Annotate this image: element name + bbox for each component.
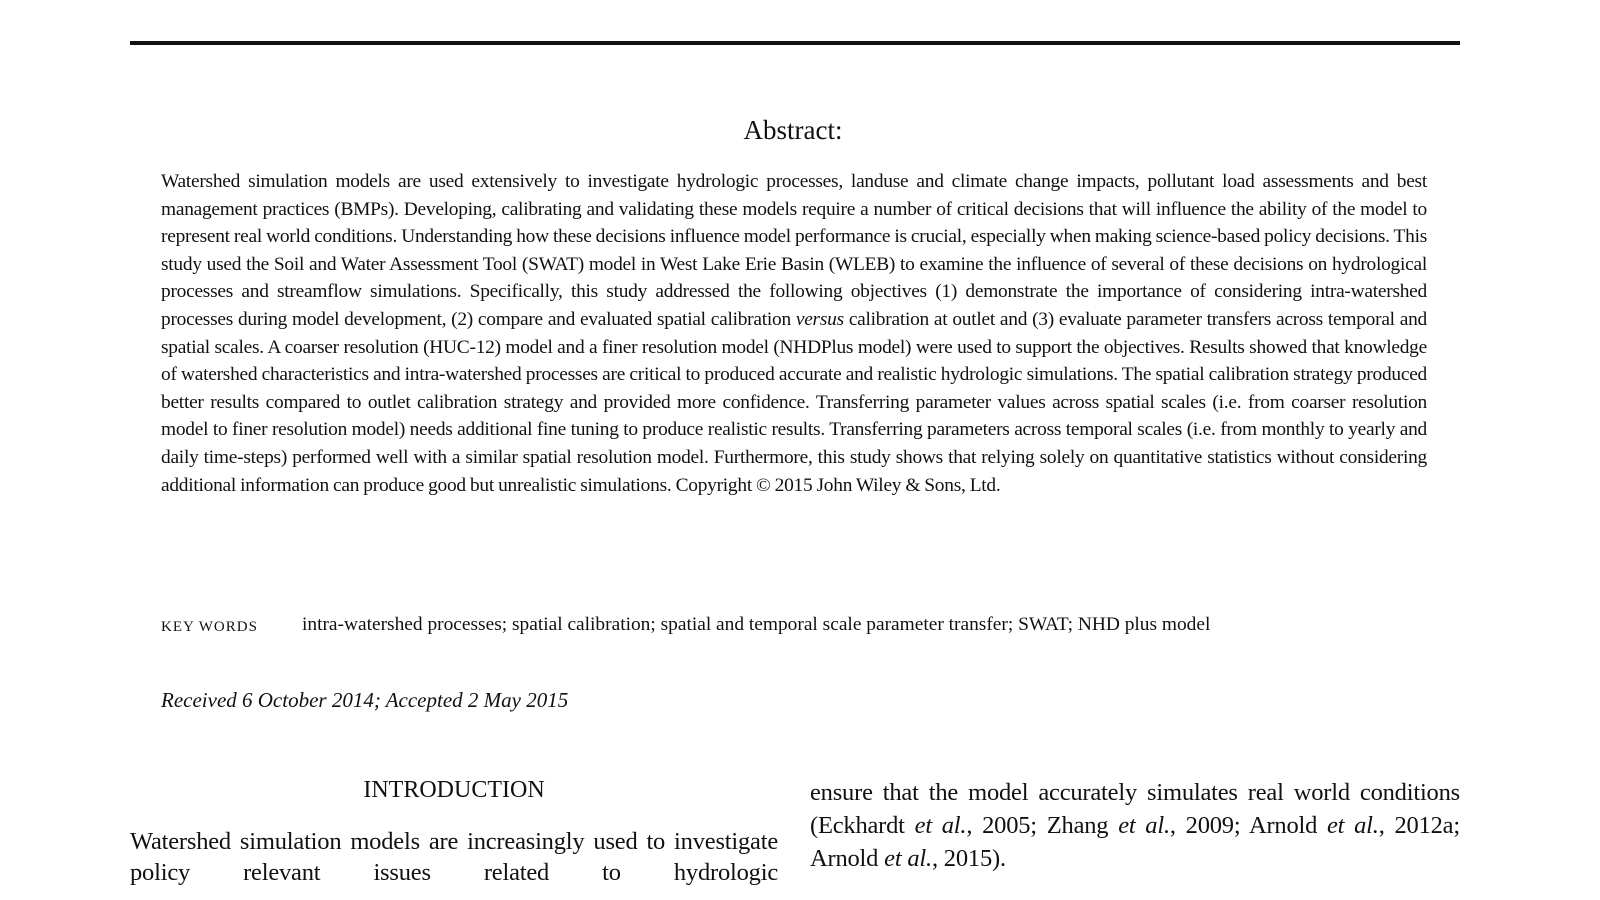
abstract-heading: Abstract: — [743, 115, 843, 145]
introduction-right-column: ensure that the model accurately simulates real world conditions (Eckhardt et al., 2005; Zhang et al., 2009; Arnold et al., 2012a; Arnold et al., 2015). — [810, 779, 1460, 872]
abstract-body: Watershed simulation models are used extensively to investigate hydrologic processes, landuse and climate change impacts, pollutant load assessments and best management practices (BMPs). Developing, calibrating and validating these models require a number of critical decisions that will influence the ability of the model to represent real world conditions. Understanding how these decisions influence model performance is crucial, especially when making science-based policy decisions. This study used the Soil and Water Assessment Tool (SWAT) model in West Lake Erie Basin (WLEB) to examine the influence of several of these decisions on hydrological processes and streamflow simulations. Specifically, this study addressed the following objectives (1) demonstrate the importance of considering intra-watershed processes during model development, (2) compare and evaluated spatial calibration versus calibration at outlet and (3) evaluate parameter transfers across temporal and spatial scales. A coarser resolution (HUC-12) model and a finer resolution model (NHDPlus model) were used to support the objectives. Results showed that knowledge of watershed characteristics and intra-watershed processes are critical to produced accurate and realistic hydrologic simulations. The spatial calibration strategy produced better results compared to outlet calibration strategy and provided more confidence. Transferring parameter values across spatial scales (i.e. from coarser resolution model to finer resolution model) needs additional fine tuning to produce realistic results. Transferring parameters across temporal scales (i.e. from monthly to yearly and daily time-steps) performed well with a similar spatial resolution model. Furthermore, this study shows that relying solely on quantitative statistics without considering additional information can produce good but unrealistic simulations. Copyright © 2015 John Wiley & Sons, Ltd. — [161, 171, 1427, 496]
introduction-heading: INTRODUCTION — [363, 777, 545, 803]
keywords-label: KEY WORDS — [161, 619, 258, 635]
top-rule — [130, 41, 1460, 45]
received-dates: Received 6 October 2014; Accepted 2 May 2015 — [161, 688, 569, 712]
keywords-text: intra-watershed processes; spatial calibration; spatial and temporal scale parameter transfer; SWAT; NHD plus model — [302, 614, 1211, 635]
introduction-left-column: Watershed simulation models are increasingly used to investigate policy relevant issues related to hydrologic — [130, 828, 778, 886]
